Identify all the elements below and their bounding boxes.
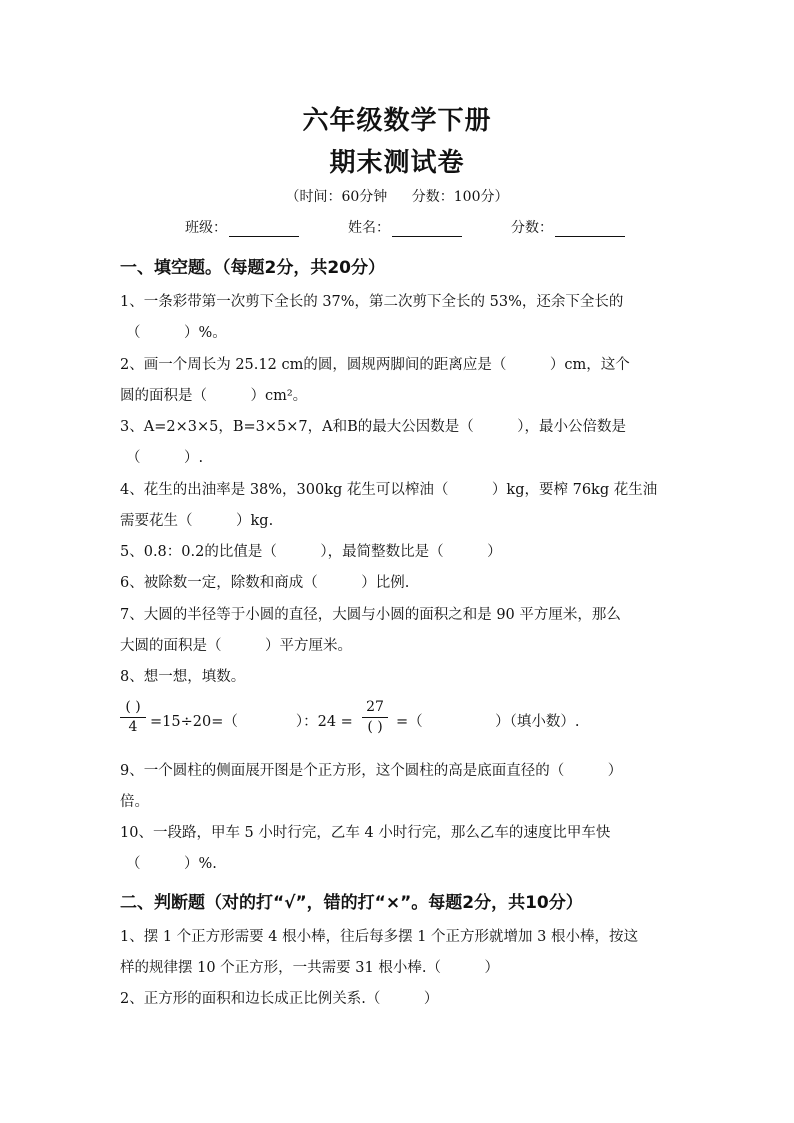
name-label: 姓名： bbox=[348, 220, 390, 236]
score-blank[interactable] bbox=[555, 220, 625, 237]
q8-fraction-1-numerator: ( ) bbox=[125, 699, 141, 715]
q1-line-1: 1、一条彩带第一次剪下全长的 37%，第二次剪下全长的 53%，还余下全长的 bbox=[120, 294, 624, 310]
q7-line-2: 大圆的面积是（ ）平方厘米。 bbox=[120, 638, 352, 654]
exam-info bbox=[0, 186, 794, 206]
class-field bbox=[185, 217, 299, 237]
section-1-heading: 一、填空题。（每题2分，共20分） bbox=[120, 258, 385, 278]
q6-line: 6、被除数一定，除数和商成（ ）比例. bbox=[120, 575, 410, 591]
q8-fraction-2 bbox=[362, 699, 388, 736]
q8-equation-middle: =15÷20=（ ）：24 = bbox=[150, 714, 353, 730]
q8-fraction-2-numerator: 27 bbox=[366, 699, 384, 715]
q9-line-2: 倍。 bbox=[120, 794, 149, 810]
q8-fraction-2-bar bbox=[362, 717, 388, 718]
q8-equation-end: =（ ）（填小数）. bbox=[396, 714, 580, 730]
student-info-row bbox=[185, 217, 625, 237]
q8-fraction-1-denominator: 4 bbox=[128, 719, 138, 735]
q5-line: 5、0.8：0.2的比值是（ ），最简整数比是（ ） bbox=[120, 544, 502, 560]
q8-fraction-1 bbox=[120, 699, 146, 736]
class-blank[interactable] bbox=[229, 220, 299, 237]
score-label: 分数： bbox=[511, 220, 553, 236]
time-info: （时间：60分钟 bbox=[285, 189, 388, 205]
score-info: 分数：100分） bbox=[411, 189, 509, 205]
q7-line-1: 7、大圆的半径等于小圆的直径，大圆与小圆的面积之和是 90 平方厘米，那么 bbox=[120, 607, 621, 623]
class-label: 班级： bbox=[185, 220, 227, 236]
q8-line: 8、想一想，填数。 bbox=[120, 669, 246, 685]
q1-line-2: （ ）%。 bbox=[126, 325, 227, 341]
q4-line-1: 4、花生的出油率是 38%，300kg 花生可以榨油（ ）kg，要榨 76kg 花生油 bbox=[120, 482, 658, 498]
q9-line-1: 9、一个圆柱的侧面展开图是个正方形，这个圆柱的高是底面直径的（ ） bbox=[120, 763, 623, 779]
section-2-heading: 二、判断题（对的打“√”，错的打“×”。每题2分，共10分） bbox=[120, 893, 583, 913]
q3-line-1: 3、A=2×3×5，B=3×5×7，A和B的最大公因数是（ ），最小公倍数是 bbox=[120, 419, 626, 435]
s2-q1-line-2: 样的规律摆 10 个正方形，一共需要 31 根小棒.（ ） bbox=[120, 960, 499, 976]
q8-fraction-2-denominator: ( ) bbox=[367, 719, 383, 735]
title-line-2: 期末测试卷 bbox=[329, 148, 465, 178]
q3-line-2: （ ）. bbox=[126, 450, 204, 466]
q4-line-2: 需要花生（ ）kg. bbox=[120, 513, 274, 529]
name-blank[interactable] bbox=[392, 220, 462, 237]
name-field bbox=[348, 217, 462, 237]
q8-fraction-1-bar bbox=[120, 717, 146, 718]
s2-q1-line-1: 1、摆 1 个正方形需要 4 根小棒，往后每多摆 1 个正方形就增加 3 根小棒，按这 bbox=[120, 929, 638, 945]
q10-line-2: （ ）%. bbox=[126, 856, 217, 872]
q2-line-2: 圆的面积是（ ）cm²。 bbox=[120, 388, 308, 404]
s2-q2-line: 2、正方形的面积和边长成正比例关系.（ ） bbox=[120, 991, 439, 1007]
q2-line-1: 2、画一个周长为 25.12 cm的圆，圆规两脚间的距离应是（ ）cm，这个 bbox=[120, 357, 630, 373]
title-line-1: 六年级数学下册 bbox=[302, 106, 492, 136]
score-field bbox=[511, 217, 625, 237]
q10-line-1: 10、一段路，甲车 5 小时行完，乙车 4 小时行完，那么乙车的速度比甲车快 bbox=[120, 825, 611, 841]
